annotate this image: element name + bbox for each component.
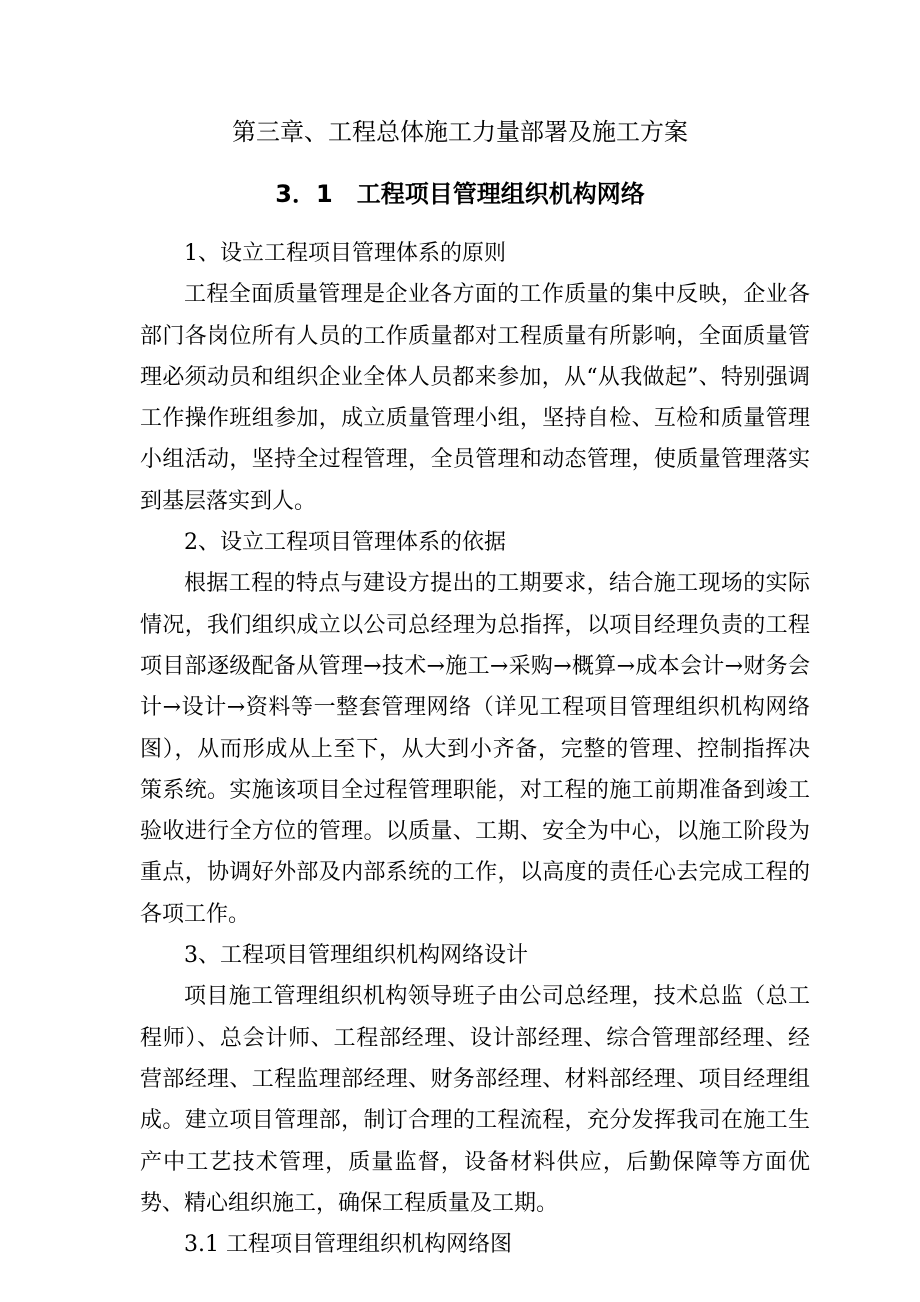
subsection-heading-3: 3、工程项目管理组织机构网络设计 [184,943,528,969]
subsection-heading-2: 2、设立工程项目管理体系的依据 [184,530,506,556]
subsection-heading-1: 1、设立工程项目管理体系的原则 [184,241,506,266]
body-text [140,233,810,1265]
subsection-paragraph-3: 项目施工管理组织机构领导班子由公司总经理，技术总监（总工程师）、总会计师、工程部经理、设计部经理、综合管理部经理、经营部经理、工程监理部经理、财务部经理、材料部经理、项目经理组成。建立项目管理部，制订合理的工程流程，充分发挥我司在施工生产中工艺技术管理，质量监督，设备材料供应，后勤保障等方面优势、精心组织施工，确保工程质量及工期。 [140,984,810,1216]
chapter-title: 第三章、工程总体施工力量部署及施工方案 [232,118,688,146]
figure-caption: 3.1 工程项目管理组织机构网络图 [184,1232,512,1258]
subsection-paragraph-1: 工程全面质量管理是企业各方面的工作质量的集中反映，企业各部门各岗位所有人员的工作质量都对工程质量有所影响，全面质量管理必须动员和组织企业全体人员都来参加，从“从我做起”、特别强调工作操作班组参加，成立质量管理小组，坚持自检、互检和质量管理小组活动，坚持全过程管理，全员管理和动态管理，使质量管理落实到基层落实到人。 [140,282,810,514]
section-title: 3．1 工程项目管理组织机构网络 [275,180,645,208]
subsection-paragraph-2: 根据工程的特点与建设方提出的工期要求，结合施工现场的实际情况，我们组织成立以公司总经理为总指挥，以项目经理负责的工程项目部逐级配备从管理→技术→施工→采购→概算→成本会计→财务会计→设计→资料等一整套管理网络（详见工程项目管理组织机构网络图），从而形成从上至下，从大到小齐备，完整的管理、控制指挥决策系统。实施该项目全过程管理职能，对工程的施工前期准备到竣工验收进行全方位的管理。以质量、工期、安全为中心，以施工阶段为重点，协调好外部及内部系统的工作，以高度的责任心去完成工程的各项工作。 [140,571,810,927]
